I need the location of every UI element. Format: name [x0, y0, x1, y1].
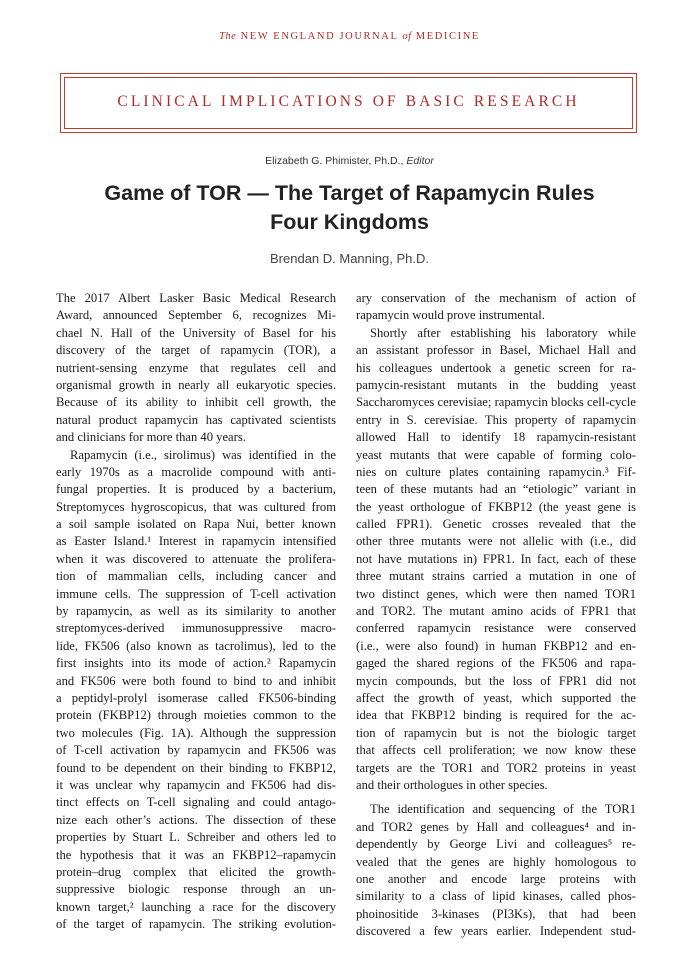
- body-text-line: a soil sample isolated on Rapa Nui, better known: [56, 517, 336, 532]
- running-head-of: of: [402, 31, 412, 42]
- body-text-line: the hypothesis that it was an FKBP12–rapamycin: [56, 847, 336, 862]
- body-text-line: first insights into its mode of action.² Rapamycin: [56, 656, 336, 671]
- body-text-line: two distinct genes, which were then named TOR1: [356, 586, 636, 601]
- body-text-line: phoinositide 3-kinases (PI3Ks), that had been: [356, 906, 636, 921]
- body-text-line: by rapamycin, as well as its similarity to another: [56, 604, 336, 619]
- body-text-line: fungal properties. It is produced by a bacterium,: [56, 482, 336, 497]
- body-text-line: found to be dependent on their binding to FKBP12,: [56, 760, 336, 775]
- body-text-line: protein–drug complex that elicited the growth-: [56, 864, 336, 879]
- body-text-line: one another and encode large proteins with: [356, 871, 636, 886]
- body-text-line: streptomyces-derived immunosuppressive macro-: [56, 621, 336, 636]
- body-text-line: called FPR1). Genetic crosses revealed that the: [356, 517, 636, 532]
- body-text-line: allowed Hall to identify 18 rapamycin-resistant: [356, 430, 636, 445]
- body-text-line: early 1970s as a macrolide compound with anti-: [56, 464, 336, 479]
- body-text-line: nize each other’s actions. The dissection of these: [56, 812, 336, 827]
- body-text-line: dependently by George Livi and colleagues⁵ re-: [356, 837, 636, 852]
- body-text-line: tion of rapamycin but is not the biologic target: [356, 725, 636, 740]
- body-text-line: and their orthologues in other species.: [356, 777, 548, 792]
- body-text-line: his colleagues undertook a genetic screen for ra-: [356, 360, 636, 375]
- body-text-line: discovered a few years earlier. Independent stud-: [356, 924, 636, 939]
- body-text-line: that affects cell proliferation; we now know these: [356, 743, 636, 758]
- body-text-line: targets are the TOR1 and TOR2 proteins in yeast: [356, 760, 636, 775]
- body-text-line: rapamycin would prove instrumental.: [356, 308, 545, 323]
- section-header-box: [60, 73, 637, 133]
- body-text-line: immune cells. The suppression of T-cell activation: [56, 586, 336, 601]
- body-text-line: teen of these mutants had an “etiologic” variant in: [356, 482, 636, 497]
- body-text-line: and TOR2 genes by Hall and colleagues⁴ and in-: [356, 819, 636, 834]
- body-text-line: vealed that the genes are highly homologous to: [356, 854, 636, 869]
- body-text-line: Award, announced September 6, recognizes Mi-: [56, 308, 336, 323]
- body-text-line: affect the growth of yeast, which supported the: [356, 690, 636, 705]
- body-text-line: nutrient-sensing enzyme that regulates cell and: [56, 360, 336, 375]
- body-text-line: of the target of rapamycin. The striking evolution-: [56, 917, 336, 932]
- article-title-line-2: Four Kingdoms: [270, 210, 429, 234]
- body-text-line: entry in S. cerevisiae. This property of rapamycin: [356, 412, 636, 427]
- body-text-line: discovery of the target of rapamycin (TOR), a: [56, 343, 336, 358]
- body-text-line: protein (FKBP12) through moieties common to the: [56, 708, 336, 723]
- body-text-line: known target,² launching a race for the discovery: [56, 899, 336, 914]
- body-text-line: and clinicians for more than 40 years.: [56, 430, 246, 445]
- body-text-line: suppressive biologic response through an un-: [56, 882, 336, 897]
- body-text-line: yeast mutants that were capable of forming colo-: [356, 447, 636, 462]
- body-text-line: gaged the shared regions of the FK506 and rapa-: [356, 656, 636, 671]
- editor-name: Elizabeth G. Phimister, Ph.D.,: [265, 155, 404, 167]
- body-text-line: organismal growth in nearly all eukaryotic species.: [56, 377, 336, 392]
- running-head: [0, 31, 699, 42]
- body-text-line: chael N. Hall of the University of Basel for his: [56, 325, 336, 340]
- body-text-line: other three mutants were not allelic with (i.e., did: [356, 534, 636, 549]
- body-text-line: an assistant professor in Basel, Michael Hall and: [356, 343, 636, 358]
- body-text-line: not have mutations in) FPR1. In fact, each of these: [356, 551, 636, 566]
- running-head-journal: NEW ENGLAND JOURNAL: [240, 31, 399, 42]
- body-text-line: Streptomyces hygroscopicus, that was cultured from: [56, 499, 336, 514]
- body-text-line: three mutant strains carried a mutation in one of: [356, 569, 636, 584]
- body-text-line: mycin compounds, but the loss of FPR1 did not: [356, 673, 636, 688]
- body-text-line: pamycin-resistant mutants in the budding yeast: [356, 377, 636, 392]
- body-text-line: ary conservation of the mechanism of action of: [356, 291, 636, 305]
- article-title: [0, 179, 699, 237]
- body-text-line: tion of mammalian cells, including cancer and: [56, 569, 336, 584]
- body-text-line: nies on culture plates containing rapamycin.³ Fif-: [356, 464, 636, 479]
- body-text-line: The identification and sequencing of the TOR1: [370, 802, 636, 817]
- body-text-line: the yeast orthologue of FKBP12 (the yeast gene is: [356, 499, 636, 514]
- body-text-line: similarity to a class of lipid kinases, called phos-: [356, 889, 636, 904]
- running-head-the: The: [219, 31, 237, 42]
- body-text-line: idea that FKBP12 binding is required for the ac-: [356, 708, 636, 723]
- body-text-line: (i.e., were also found) in human FKBP12 and en-: [356, 638, 636, 653]
- body-text-line: of T-cell activation by rapamycin and FK506 was: [56, 743, 336, 758]
- body-column-right: [356, 290, 636, 940]
- editor-role: Editor: [406, 155, 434, 167]
- body-text-line: Saccharomyces cerevisiae; rapamycin blocks cell-cycle: [356, 395, 636, 410]
- editor-credit: [0, 155, 699, 167]
- body-text-line: two molecules (Fig. 1A). Although the suppression: [56, 725, 336, 740]
- body-text-line: it was unclear why rapamycin and FK506 had dis-: [56, 777, 336, 792]
- body-text-line: natural product rapamycin has captivated scientists: [56, 412, 336, 427]
- body-text-line: properties by Stuart L. Schreiber and others led to: [56, 830, 336, 845]
- body-text-line: Rapamycin (i.e., sirolimus) was identified in the: [70, 447, 336, 462]
- body-text-line: The 2017 Albert Lasker Basic Medical Research: [56, 291, 336, 305]
- body-text-line: and TOR2. The mutant amino acids of FPR1 that: [356, 604, 636, 619]
- body-text-line: a peptidyl-prolyl isomerase called FK506-binding: [56, 690, 336, 705]
- article-title-line-1: Game of TOR — The Target of Rapamycin Rules: [104, 181, 595, 205]
- body-text-line: when it was discovered to attenuate the prolifera-: [56, 551, 336, 566]
- body-text-line: Shortly after establishing his laboratory while: [370, 325, 636, 340]
- body-text-line: and FK506 were both found to bind to and inhibit: [56, 673, 336, 688]
- body-text-line: lide, FK506 (also known as tacrolimus), led to the: [56, 638, 336, 653]
- body-text-line: as Easter Island.¹ Interest in rapamycin intensified: [56, 534, 336, 549]
- body-text-line: conferred rapamycin resistance were conserved: [356, 621, 636, 636]
- section-title: CLINICAL IMPLICATIONS OF BASIC RESEARCH: [117, 93, 580, 110]
- running-head-medicine: MEDICINE: [415, 31, 480, 42]
- body-text-line: tinct effects on T-cell signaling and could antago-: [56, 795, 336, 810]
- body-column-left: [56, 290, 336, 933]
- article-author: Brendan D. Manning, Ph.D.: [270, 251, 429, 266]
- body-text-line: Because of its ability to inhibit cell growth, the: [56, 395, 336, 410]
